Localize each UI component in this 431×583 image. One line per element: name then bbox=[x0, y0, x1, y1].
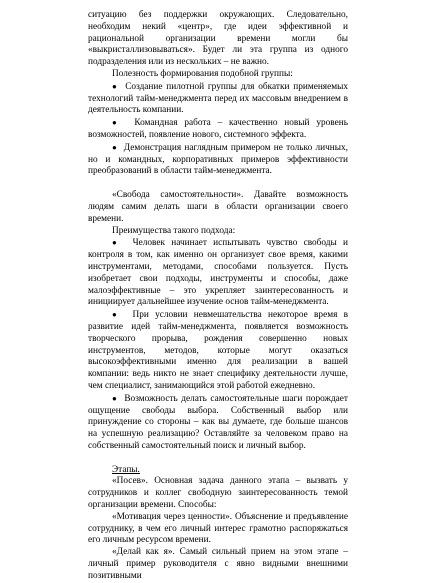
bullet-item bbox=[88, 117, 348, 142]
bullet-item bbox=[88, 393, 348, 453]
bullet-item bbox=[88, 142, 348, 178]
bullet-icon: ● bbox=[112, 393, 125, 403]
bullet-icon: ● bbox=[112, 81, 126, 91]
paragraph-gap bbox=[88, 178, 348, 190]
bullet-text: Командная работа – качественно новый уровень возможностей, появление нового, системного эффекта. bbox=[88, 118, 348, 140]
bullet-icon: ● bbox=[112, 118, 135, 128]
bullet-icon: ● bbox=[112, 238, 133, 248]
bullet-icon: ● bbox=[112, 310, 133, 320]
bullet-icon: ● bbox=[112, 142, 124, 152]
document-body bbox=[88, 10, 348, 583]
paragraph: ситуацию без поддержки окружающих. Следовательно, необходим некий «центр», где идеи эффективной и рациональной организации времени могли бы «выкристаллизовываться». Будет ли эта группа из одного подразделения или из нескольких – не важно. bbox=[88, 10, 348, 68]
bullet-text: Человек начинает испытывать чувство свободы и контроля в том, как именно он организует свое время, какими инструментами, методами, способами пользуется. Пусть изобретает свои подходы, инструменты и способы, даже малоэффективные – это укрепляет заинтересованность и инициирует дальнейшее изучение основ тайм-менеджмента. bbox=[88, 238, 348, 308]
paragraph: «Делай как я». Самый сильный прием на этом этапе – личный пример руководителя с явно видными внешними позитивными bbox=[88, 547, 348, 581]
bullet-text: Возможность делать самостоятельные шаги порождает ощущение свободы выбора. Собственный выбор или принуждение со стороны – как вы думаете, где больше шансов на успешную реализацию? Оставляйте за человеком право на собственный самостоятельный поиск и личный выбор. bbox=[88, 393, 348, 451]
paragraph-gap bbox=[88, 453, 348, 465]
paragraph: «Мотивация через ценности». Объяснение и предъявление сотруднику, в чем его личный интерес грамотно распоряжаться его личным ресурсом времени. bbox=[88, 511, 348, 546]
paragraph: Преимущества такого подхода: bbox=[112, 225, 236, 236]
bullet-text: Создание пилотной группы для обкатки применяемых технологий тайм-менеджмента перед их массовым внедрением в деятельность компании. bbox=[88, 81, 348, 116]
bullet-item bbox=[88, 81, 348, 117]
bullet-item bbox=[88, 309, 348, 393]
paragraph: «Свобода самостоятельности». Давайте возможность людям самим делать шаги в области организации своего времени. bbox=[88, 190, 348, 224]
bullet-text: Демонстрация наглядным примером не только личных, но и командных, корпоративных примеров эффективности преобразований в области тайм-менеджмента. bbox=[88, 142, 348, 177]
paragraph: Этапы. bbox=[112, 464, 140, 475]
paragraph: «Посев». Основная задача данного этапа – вызвать у сотрудников и коллег свободную заинтересованность темой организации времени. Способы: bbox=[88, 476, 348, 511]
bullet-item bbox=[88, 237, 348, 309]
bullet-text: При условии невмешательства некоторое время в развитие идей тайм-менеджмента, появляется возможность творческого прорыва, рождения совершенно новых инструментов, методов, которые могут оказаться высокоэффективными именно для реализации в вашей компании: ведь никто не знает специфику деятельности лучше, чем специалист, занимающийся этой работой ежедневно. bbox=[88, 310, 348, 391]
paragraph: Полезность формирования подобной группы: bbox=[112, 68, 293, 79]
